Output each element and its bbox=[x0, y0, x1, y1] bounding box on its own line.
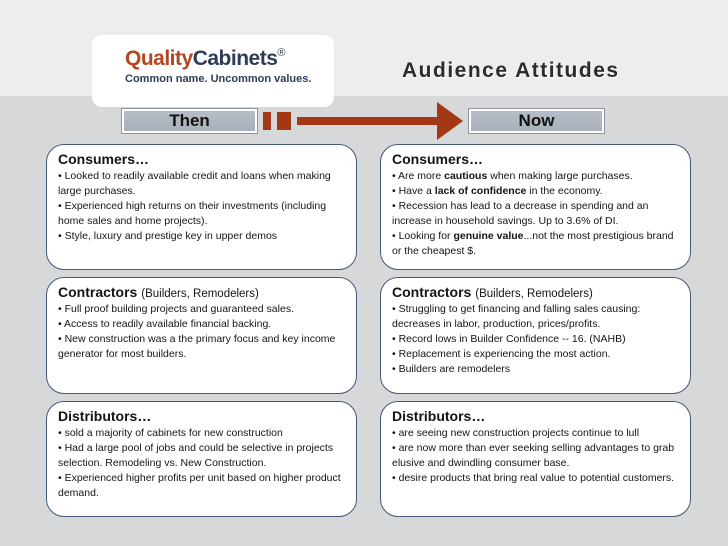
card-heading: Contractors (Builders, Remodelers) bbox=[392, 284, 593, 300]
card-bullet: • Experienced high returns on their investments (including home sales and home projects). bbox=[58, 200, 327, 227]
card-bullet: • New construction was a the primary focus and key income generator for most builders. bbox=[58, 333, 336, 360]
logo-tagline: Common name. Uncommon values. bbox=[125, 73, 312, 85]
then-label: Then bbox=[121, 108, 258, 134]
card-bullet: • are now more than ever seeking selling advantages to grab elusive and dwindling consumer base. bbox=[392, 442, 675, 469]
slide-title: Audience Attitudes bbox=[402, 59, 620, 82]
card-bullet: • sold a majority of cabinets for new construction bbox=[58, 427, 283, 439]
card-bullet: • Builders are remodelers bbox=[392, 363, 511, 375]
card-bullet: • Full proof building projects and guaranteed sales. bbox=[58, 303, 294, 315]
card-bullet: • Looked to readily available credit and loans when making large purchases. bbox=[58, 170, 331, 197]
card-bullet: • desire products that bring real value to potential customers. bbox=[392, 472, 675, 484]
card-subheading: (Builders, Remodelers) bbox=[475, 288, 593, 300]
then-to-now-arrow-icon bbox=[263, 100, 478, 144]
card-heading: Distributors… bbox=[392, 408, 486, 424]
card-subheading: (Builders, Remodelers) bbox=[141, 288, 259, 300]
logo bbox=[92, 35, 334, 107]
card-bullet: • are seeing new construction projects continue to lull bbox=[392, 427, 640, 439]
logo-wordmark: QualityCabinets® bbox=[125, 47, 285, 70]
card-heading: Contractors (Builders, Remodelers) bbox=[58, 284, 259, 300]
card-bullet: • Had a large pool of jobs and could be selective in projects selection. Remodeling vs. New Construction. bbox=[58, 442, 334, 469]
then-consumers-card bbox=[46, 144, 357, 270]
card-bullet: • Access to readily available financial backing. bbox=[58, 318, 272, 330]
now-distributors-card bbox=[380, 401, 691, 517]
card-bullet: • Recession has lead to a decrease in spending and an increase in household savings. Up to 3.6% of DI. bbox=[392, 200, 649, 227]
card-bullet: • Record lows in Builder Confidence -- 16. (NAHB) bbox=[392, 333, 626, 345]
card-heading: Consumers… bbox=[58, 151, 150, 167]
card-heading: Distributors… bbox=[58, 408, 152, 424]
card-bullet: • Struggling to get financing and falling sales causing: decreases in labor, production, prices/profits. bbox=[392, 303, 641, 330]
then-distributors-card bbox=[46, 401, 357, 517]
then-contractors-card bbox=[46, 277, 357, 394]
card-bullet: • Are more cautious when making large purchases. bbox=[392, 170, 633, 182]
now-consumers-card bbox=[380, 144, 691, 270]
card-bullet: • Looking for genuine value...not the most prestigious brand or the cheapest $. bbox=[392, 230, 674, 257]
card-bullet: • Experienced higher profits per unit based on higher product demand. bbox=[58, 472, 341, 499]
card-bullet: • Style, luxury and prestige key in upper demos bbox=[58, 230, 278, 242]
card-bullet: • Replacement is experiencing the most action. bbox=[392, 348, 611, 360]
now-label: Now bbox=[468, 108, 605, 134]
card-bullet: • Have a lack of confidence in the economy. bbox=[392, 185, 603, 197]
card-heading: Consumers… bbox=[392, 151, 484, 167]
now-contractors-card bbox=[380, 277, 691, 394]
